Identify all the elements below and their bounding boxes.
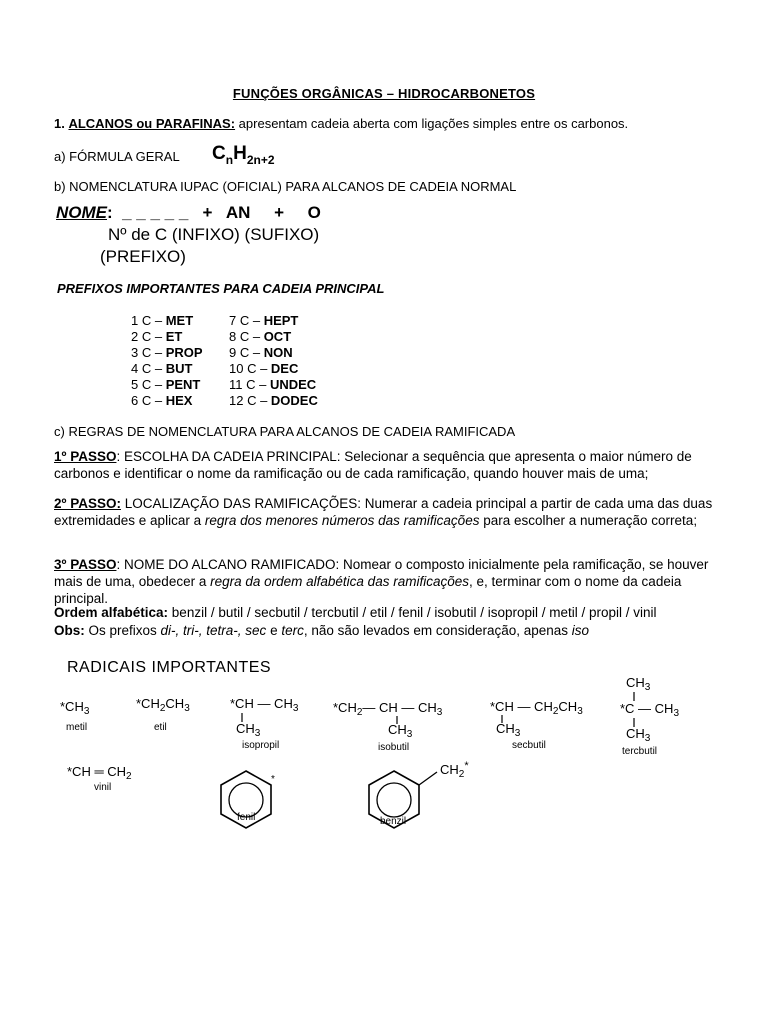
passo1-paragraph (54, 448, 714, 482)
radical-benzil-name: benzil (380, 816, 407, 827)
nome-line (56, 203, 321, 223)
prefix-name: ET (165, 329, 183, 344)
radical-metil-name: metil (66, 722, 88, 733)
obs-italic3: iso (571, 623, 590, 638)
passo2-text-a: LOCALIZAÇÃO DAS RAMIFICAÇÕES: Numerar a cadeia principal a partir de cada uma das duas extremidades e aplicar a (54, 496, 713, 528)
radical-fenil-name: fenil (237, 812, 256, 823)
svg-text:*CH ═ CH2: *CH ═ $CH_2$ (67, 764, 132, 782)
general-formula (212, 143, 275, 167)
prefix-name: DEC (270, 361, 299, 376)
passo3-text-b: , e, terminar com o nome da cadeia principal. (54, 574, 682, 606)
prefix-name: BUT (165, 361, 193, 376)
obs-text-b: e (266, 623, 282, 638)
prefix-row (131, 377, 318, 393)
section1-heading: ALCANOS ou PARAFINAS: (68, 116, 236, 131)
radical-metil (60, 699, 90, 733)
section1-number: 1. (54, 116, 65, 131)
prefix-name: MET (165, 313, 194, 328)
nome-row3: (PREFIXO) (100, 247, 186, 266)
prefix-name: DODEC (270, 393, 318, 408)
prefix-count: 10 C – (229, 361, 271, 376)
passo3-paragraph (54, 556, 714, 607)
prefix-name: OCT (263, 329, 292, 344)
nome-rest: : _ _ _ _ _ + AN + O (107, 203, 321, 222)
section1-line (54, 116, 628, 131)
radical-isobutil-name: isobutil (378, 742, 410, 753)
obs-italic: di-, tri-, tetra-, sec (160, 623, 267, 638)
passo2-italic: regra dos menores números das ramificações (204, 513, 480, 528)
passo2-text-b: para escolher a numeração correta; (479, 513, 698, 528)
formula-c: C (212, 143, 226, 164)
formula-n: n (225, 152, 234, 167)
radical-vinil (67, 764, 132, 793)
svg-text:CH3: $CH_3$ (388, 722, 413, 740)
passo3-italic: regra da ordem alfabética das ramificações (210, 574, 469, 589)
svg-text:CH3: $CH_3$ (236, 721, 261, 739)
radicals-heading: RADICAIS IMPORTANTES (67, 659, 272, 676)
prefix-count: 4 C – (131, 361, 166, 376)
section1-text: apresentam cadeia aberta com ligações simples entre os carbonos. (235, 116, 629, 131)
prefix-row (131, 393, 318, 409)
prefix-name: HEX (165, 393, 193, 408)
nome-word: NOME (56, 203, 107, 222)
formula-sub: 2n+2 (246, 152, 275, 167)
prefix-table (131, 313, 318, 409)
radicals-figure (0, 670, 768, 840)
obs-italic2: terc (281, 623, 304, 638)
passo1-label: 1º PASSO (54, 449, 117, 464)
svg-text:*CH — CH2CH3: *CH — $CH_2CH_3$ (490, 699, 583, 717)
ordem-label: Ordem alfabética: (54, 605, 169, 620)
svg-text:CH3: $CH_3$ (626, 675, 651, 693)
prefix-name: NON (263, 345, 293, 360)
nomenclature-label: b) NOMENCLATURA IUPAC (OFICIAL) PARA ALCANOS DE CADEIA NORMAL (54, 179, 517, 194)
radical-etil (136, 696, 190, 733)
radical-isopropil-name: isopropil (242, 740, 280, 751)
prefix-name: PROP (165, 345, 203, 360)
obs-line (54, 623, 589, 638)
radical-tercbutil-name: tercbutil (622, 746, 658, 757)
passo3-label: 3º PASSO (54, 557, 117, 572)
svg-text:*: * (271, 774, 275, 785)
prefix-name: HEPT (263, 313, 299, 328)
prefix-count: 11 C – (229, 377, 270, 392)
radical-tercbutil (620, 675, 679, 757)
passo2-paragraph (54, 495, 714, 529)
prefix-row (131, 345, 318, 361)
passo1-text: : ESCOLHA DA CADEIA PRINCIPAL: Selecionar a sequência que apresenta o maior número de carbonos e identificar o nome da ramificação ou de cada ramificação, quando houver mais de uma; (54, 449, 692, 481)
radical-isobutil (333, 700, 443, 753)
svg-text:CH3: $CH_3$ (496, 721, 521, 739)
prefix-name: PENT (165, 377, 201, 392)
svg-text:*CH3: $*CH_3$ (60, 699, 90, 717)
svg-text:*CH2— CH — CH3: $*CH_2—$ CH — $CH_3$ (333, 700, 443, 718)
prefix-heading: PREFIXOS IMPORTANTES PARA CADEIA PRINCIPAL (57, 281, 385, 296)
ordem-text: benzil / butil / secbutil / tercbutil / etil / fenil / isobutil / isopropil / metil / propil / vinil (168, 605, 657, 620)
prefix-count: 9 C – (229, 345, 264, 360)
rules-heading: c) REGRAS DE NOMENCLATURA PARA ALCANOS DE CADEIA RAMIFICADA (54, 424, 516, 439)
formula-h: H (233, 143, 247, 164)
obs-text-a: Os prefixos (84, 623, 161, 638)
obs-label: Obs: (54, 623, 85, 638)
svg-text:*C — CH3: *C — $CH_3$ (620, 701, 680, 719)
radical-secbutil-name: secbutil (512, 740, 546, 751)
prefix-count: 2 C – (131, 329, 166, 344)
passo2-label: 2º PASSO: (54, 496, 121, 511)
svg-text:CH2*: $CH_2^*$ (440, 760, 469, 780)
formula-label: a) FÓRMULA GERAL (54, 149, 180, 164)
prefix-row (131, 329, 318, 345)
page-title: FUNÇÕES ORGÂNICAS – HIDROCARBONETOS (232, 86, 536, 101)
prefix-count: 5 C – (131, 377, 166, 392)
prefix-count: 12 C – (229, 393, 271, 408)
nome-row2: Nº de C (INFIXO) (SUFIXO) (108, 225, 320, 244)
prefix-row (131, 313, 318, 329)
ordem-line (54, 605, 657, 620)
radical-vinil-name: vinil (94, 782, 112, 793)
prefix-count: 1 C – (131, 313, 166, 328)
radical-isopropil (230, 696, 299, 751)
prefix-row (131, 361, 318, 377)
svg-text:CH3: $CH_3$ (626, 726, 651, 744)
passo3-text-a: : NOME DO ALCANO RAMIFICADO: Nomear o composto inicialmente pela ramificação, se houver mais de uma, obedecer a (54, 557, 709, 589)
prefix-count: 7 C – (229, 313, 264, 328)
svg-text:*CH — CH3: *CH — $CH_3$ (230, 696, 299, 714)
radical-etil-name: etil (154, 722, 167, 733)
svg-text:*CH2CH3: $*CH_2CH_3$ (136, 696, 190, 714)
prefix-count: 3 C – (131, 345, 166, 360)
obs-text-c: , não são levados em consideração, apenas (303, 623, 572, 638)
prefix-count: 8 C – (229, 329, 264, 344)
radical-secbutil (490, 699, 583, 751)
prefix-name: UNDEC (269, 377, 317, 392)
prefix-count: 6 C – (131, 393, 166, 408)
